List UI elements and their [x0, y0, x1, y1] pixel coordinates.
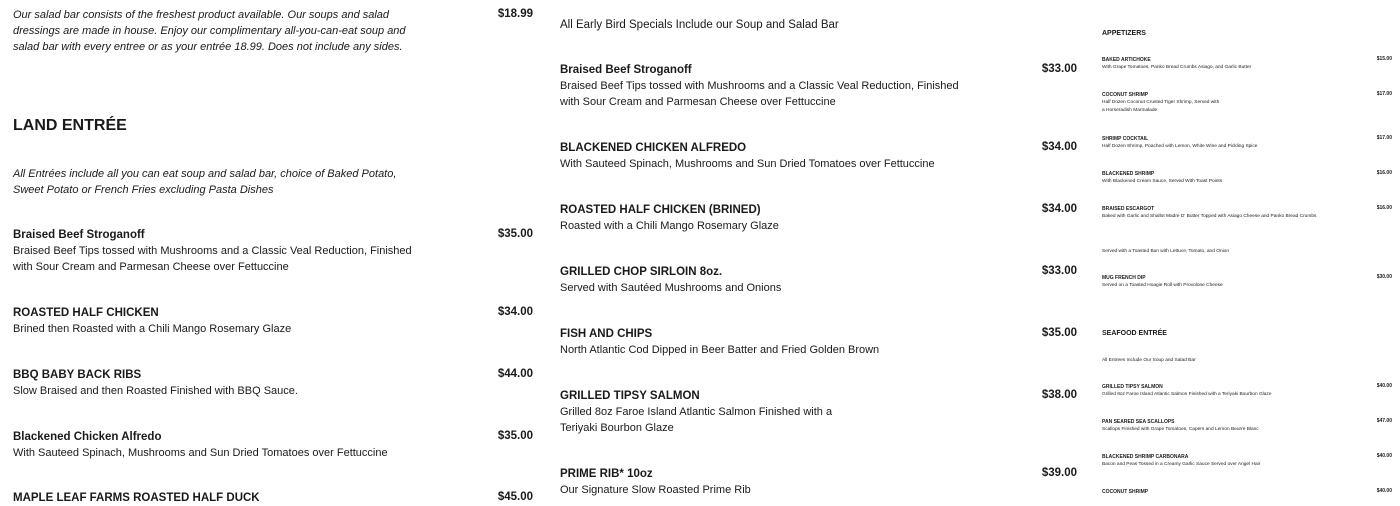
item-name: Braised Beef Stroganoff	[13, 229, 145, 241]
item-price: $40.00	[1376, 383, 1392, 389]
item-desc: Braised Beef Tips tossed with Mushrooms and a Classic Veal Reduction, Finished with Sour Cream and Parmesan Cheese over Fettuccine	[13, 245, 412, 273]
land-entree-intro: All Entrées include all you can eat soup and salad bar, choice of Baked Potato, Sweet Potato or French Fries excluding Pasta Dishes	[13, 168, 397, 196]
item-desc: Half Dozen Shrimp, Poached with Lemon, White Wine and Pickling Spice	[1102, 144, 1258, 149]
item-price: $35.00	[497, 228, 533, 240]
seafood-item	[1102, 488, 1392, 496]
item-desc: With Grape Tomatoes, Panko Bread Crumbs Asiago, and Garlic Butter	[1102, 65, 1252, 70]
item-price: $38.00	[1041, 389, 1077, 401]
item-desc: Scallops Finished with Grape Tomatoes, Capers and Lemon Beurre Blanc	[1102, 427, 1259, 432]
item-name: ROASTED HALF CHICKEN	[13, 307, 159, 319]
item-price: $44.00	[497, 368, 533, 380]
item-name: COCONUT SHRIMP	[1102, 92, 1149, 98]
item-price: $16.00	[1376, 170, 1392, 176]
item-desc: Baked with Garlic and Shallot Madre D' Butter Topped with Asiago Cheese and Panko Bread Crumbs	[1102, 214, 1317, 219]
item-desc: Roasted with a Chili Mango Rosemary Glaze	[560, 220, 779, 232]
menu-item	[560, 62, 1077, 110]
item-name: Blackened Chicken Alfredo	[13, 431, 162, 443]
item-desc: Braised Beef Tips tossed with Mushrooms and a Classic Veal Reduction, Finished with Sour Cream and Parmesan Cheese over Fettuccine	[560, 80, 959, 108]
item-name: GRILLED CHOP SIRLOIN 8oz.	[560, 266, 723, 278]
item-desc: Half Dozen Coconut Crusted Tiger Shrimp, Served with a Horseradish Marmalade	[1102, 100, 1220, 113]
appetizer-item	[1102, 205, 1392, 221]
item-desc: North Atlantic Cod Dipped in Beer Batter and Fried Golden Brown	[560, 344, 880, 356]
menu-item	[13, 490, 533, 506]
menu-item	[560, 140, 1077, 172]
item-price: $40.00	[1376, 488, 1392, 494]
item-name: GRILLED TIPSY SALMON	[1102, 384, 1163, 390]
item-name: BLACKENED SHRIMP CARBONARA	[1102, 454, 1189, 460]
item-price: $40.00	[1376, 453, 1392, 459]
item-name: FISH AND CHIPS	[560, 328, 653, 340]
item-price: $35.00	[1041, 327, 1077, 339]
item-desc: Slow Braised and then Roasted Finished with BBQ Sauce.	[13, 385, 298, 397]
salad-bar-intro	[13, 7, 533, 55]
item-price: $39.00	[1041, 467, 1077, 479]
item-desc: Grilled 8oz Faroe Island Atlantic Salmon Finished with a Teriyaki Bourbon Glaze	[1102, 392, 1272, 397]
item-name: PAN SEARED SEA SCALLOPS	[1102, 419, 1175, 425]
item-desc: Bacon and Peas Tossed in a Creamy Garlic Sauce Served over Angel Hair	[1102, 462, 1261, 467]
salad-bar-price: $18.99	[497, 8, 533, 20]
dip-item	[1102, 274, 1392, 290]
seafood-intro: All Entrees Include Our Soup and Salad Bar	[1102, 358, 1196, 363]
item-name: PRIME RIB* 10oz	[560, 468, 653, 480]
item-name: Braised Beef Stroganoff	[560, 64, 692, 76]
item-name: MAPLE LEAF FARMS ROASTED HALF DUCK	[13, 492, 260, 504]
menu-item	[560, 202, 1077, 234]
item-price: $45.00	[497, 491, 533, 503]
menu-item	[13, 429, 533, 461]
item-name: SHRIMP COCKTAIL	[1102, 136, 1149, 142]
item-desc: Brined then Roasted with a Chili Mango Rosemary Glaze	[13, 323, 292, 335]
item-name: ROASTED HALF CHICKEN (BRINED)	[560, 204, 761, 216]
appetizer-item	[1102, 56, 1392, 72]
menu-item	[560, 264, 1077, 296]
item-name: MUG FRENCH DIP	[1102, 275, 1146, 281]
item-price: $30.00	[1376, 274, 1392, 280]
item-name: BLACKENED SHRIMP	[1102, 171, 1155, 177]
item-price: $15.00	[1376, 56, 1392, 62]
item-name: BAKED ARTICHOKE	[1102, 57, 1151, 63]
land-entree-title: LAND ENTRÉE	[13, 117, 127, 134]
item-desc: With Sauteed Spinach, Mushrooms and Sun Dried Tomatoes over Fettuccine	[560, 158, 935, 170]
item-price: $34.00	[1041, 203, 1077, 215]
appetizers-title: APPETIZERS	[1102, 30, 1146, 37]
item-name: BBQ BABY BACK RIBS	[13, 369, 142, 381]
item-price: $16.00	[1376, 205, 1392, 211]
item-price: $33.00	[1041, 63, 1077, 75]
menu-item	[560, 466, 1077, 498]
item-price: $17.00	[1376, 91, 1392, 97]
item-desc: With Blackened Cream Sauce, Served With Toast Points	[1102, 179, 1223, 184]
seafood-entree-title: SEAFOOD ENTRÉE	[1102, 330, 1167, 337]
item-desc: Grilled 8oz Faroe Island Atlantic Salmon Finished with a Teriyaki Bourbon Glaze	[560, 406, 833, 434]
appetizer-item	[1102, 91, 1392, 115]
early-bird-intro: All Early Bird Specials Include our Soup and Salad Bar	[560, 19, 839, 31]
item-desc: Our Signature Slow Roasted Prime Rib	[560, 484, 751, 496]
salad-bar-intro-text: Our salad bar consists of the freshest product available. Our soups and salad dressings are made in house. Enjoy our complimentary all-you-can-eat soup and salad bar with every entree or as your entrée 18.99. Does not include any sides.	[13, 9, 406, 53]
seafood-item	[1102, 383, 1392, 399]
item-desc: With Sauteed Spinach, Mushrooms and Sun Dried Tomatoes over Fettuccine	[13, 447, 388, 459]
item-price: $17.00	[1376, 135, 1392, 141]
item-name: GRILLED TIPSY SALMON	[560, 390, 700, 402]
item-price: $34.00	[1041, 141, 1077, 153]
item-desc: Served with Sautéed Mushrooms and Onions	[560, 282, 782, 294]
menu-item	[13, 227, 533, 275]
item-price: $47.00	[1376, 418, 1392, 424]
appetizer-item	[1102, 170, 1392, 186]
menu-item	[13, 305, 533, 337]
partial-line: Served with a Toasted Bun with Lettuce, Tomato, and Onion	[1102, 249, 1230, 254]
item-price: $34.00	[497, 306, 533, 318]
menu-item	[560, 326, 1077, 358]
menu-item	[13, 367, 533, 399]
seafood-item	[1102, 453, 1392, 469]
appetizer-item	[1102, 135, 1392, 151]
item-price: $35.00	[497, 430, 533, 442]
item-price: $33.00	[1041, 265, 1077, 277]
menu-item	[560, 388, 1077, 436]
seafood-item	[1102, 418, 1392, 434]
item-name: BLACKENED CHICKEN ALFREDO	[560, 142, 747, 154]
item-name: BRAISED ESCARGOT	[1102, 206, 1155, 212]
item-name: COCONUT SHRIMP	[1102, 489, 1149, 495]
item-desc: Served on a Toasted Hoagie Roll with Provolone Cheese	[1102, 283, 1223, 288]
